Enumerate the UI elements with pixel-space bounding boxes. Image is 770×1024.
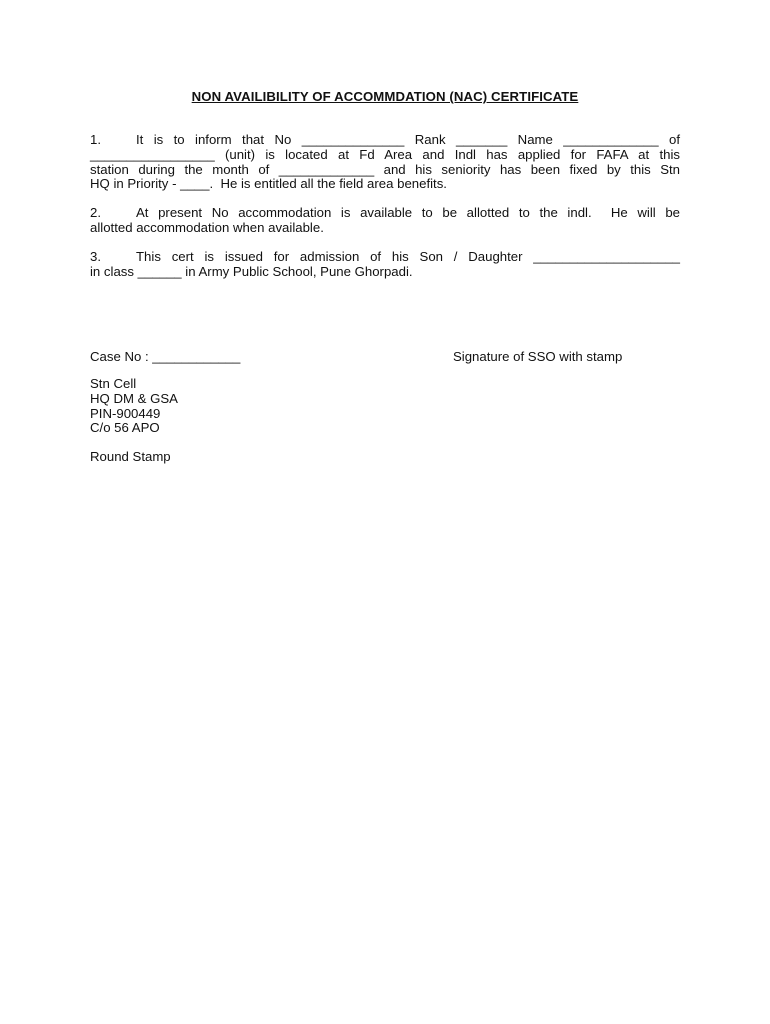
paragraph-text: This cert is issued for admission of his Son / Daughter ____________________	[136, 249, 680, 264]
certificate-title: NON AVAILIBILITY OF ACCOMMDATION (NAC) CERTIFICATE	[191, 89, 579, 104]
paragraph-number: 2.	[90, 205, 101, 220]
paragraph-1-line-3: station during the month of _____________ and his seniority has been fixed by this Stn	[90, 161, 680, 177]
paragraph-number: 1.	[90, 132, 101, 147]
paragraph-2-line-1	[90, 206, 680, 221]
address-line: C/o 56 APO	[90, 420, 160, 436]
address-line: HQ DM & GSA	[90, 390, 178, 406]
paragraph-text: At present No accommodation is available to be allotted to the indl. He will be	[136, 205, 680, 220]
case-number: Case No : ____________	[90, 349, 241, 364]
paragraph-number: 3.	[90, 249, 101, 264]
address-line: PIN-900449	[90, 405, 161, 421]
address-block	[90, 377, 178, 436]
paragraph-2-line-2: allotted accommodation when available.	[90, 219, 324, 235]
paragraph-1-line-1	[90, 133, 680, 148]
paragraph-1	[90, 133, 680, 192]
round-stamp-label: Round Stamp	[90, 449, 171, 464]
paragraph-3-line-1	[90, 250, 680, 265]
paragraph-text: It is to inform that No ______________ Rank _______ Name _____________ of	[136, 132, 680, 147]
paragraph-3-line-2: in class ______ in Army Public School, Pune Ghorpadi.	[90, 263, 413, 279]
signature-label: Signature of SSO with stamp	[453, 349, 623, 364]
address-line: Stn Cell	[90, 376, 137, 391]
paragraph-1-line-2: _________________ (unit) is located at Fd Area and Indl has applied for FAFA at this	[90, 146, 680, 162]
paragraph-2	[90, 206, 680, 236]
paragraph-1-line-4: HQ in Priority - ____. He is entitled all the field area benefits.	[90, 176, 447, 192]
paragraph-3	[90, 250, 680, 280]
